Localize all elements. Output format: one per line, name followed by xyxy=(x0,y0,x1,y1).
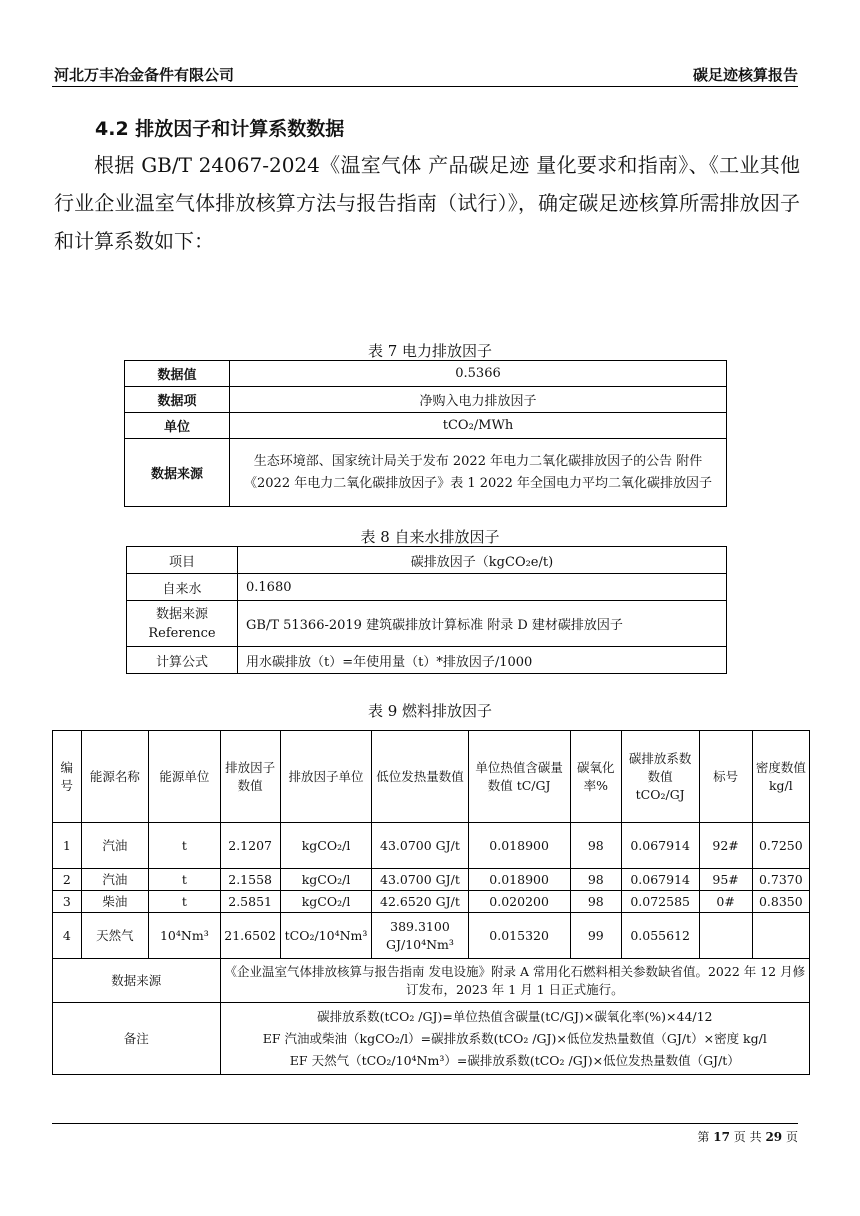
column-header: 密度数值 kg/l xyxy=(752,731,809,823)
table-cell: 2.1558 xyxy=(220,869,280,891)
footer-suffix: 页 xyxy=(785,1130,798,1144)
table-cell: 0.015320 xyxy=(468,913,570,959)
table-cell: 0.020200 xyxy=(468,891,570,913)
table-cell: 98 xyxy=(570,869,621,891)
table-cell: 92# xyxy=(699,823,752,869)
footer-middle: 页 共 xyxy=(733,1130,762,1144)
note-line: 碳排放系数(tCO₂ /GJ)=单位热值含碳量(tC/GJ)×碳氧化率(%)×44/12 xyxy=(317,1008,713,1024)
column-header: 排放因子数值 xyxy=(220,731,280,823)
table-cell: 0.018900 xyxy=(468,823,570,869)
table-key: 数据项 xyxy=(125,387,230,413)
table-cell: 42.6520 GJ/t xyxy=(372,891,468,913)
table-row xyxy=(53,913,810,959)
table-cell: 0# xyxy=(699,891,752,913)
table-row xyxy=(127,601,727,647)
table-cell: 天然气 xyxy=(81,913,148,959)
table-value: tCO₂/MWh xyxy=(230,413,727,439)
table-key xyxy=(127,601,238,647)
table-cell: 2 xyxy=(53,869,82,891)
table-cell xyxy=(699,913,752,959)
table-value: 0.5366 xyxy=(230,361,727,387)
column-header: 项目 xyxy=(127,547,238,574)
key-line: Reference xyxy=(148,625,216,641)
table-row xyxy=(125,439,727,507)
table8-caption: 表 8 自来水排放因子 xyxy=(360,528,500,546)
table-row xyxy=(53,869,810,891)
table-cell: 43.0700 GJ/t xyxy=(372,823,468,869)
column-header: 编号 xyxy=(53,731,82,823)
table-cell: kgCO₂/l xyxy=(280,869,372,891)
column-header: 低位发热量数值 xyxy=(372,731,468,823)
table-cell: 1 xyxy=(53,823,82,869)
table-cell: 98 xyxy=(570,891,621,913)
column-header: 碳氧化率% xyxy=(570,731,621,823)
table-value: 净购入电力排放因子 xyxy=(230,387,727,413)
table-cell: 3 xyxy=(53,891,82,913)
table7-caption: 表 7 电力排放因子 xyxy=(367,342,493,360)
table-cell: 99 xyxy=(570,913,621,959)
table-cell: t xyxy=(149,891,221,913)
header-divider xyxy=(52,86,798,87)
table-cell: 柴油 xyxy=(81,891,148,913)
column-header: 碳排放系数数值 tCO₂/GJ xyxy=(621,731,699,823)
table-cell: 0.055612 xyxy=(621,913,699,959)
table-row xyxy=(127,647,727,674)
table-cell: 21.6502 xyxy=(220,913,280,959)
table-cell: 0.067914 xyxy=(621,869,699,891)
table-value: 用水碳排放（t）=年使用量（t）*排放因子/1000 xyxy=(238,647,727,674)
table-cell: kgCO₂/l xyxy=(280,891,372,913)
note-line: EF 汽油或柴油（kgCO₂/l）=碳排放系数(tCO₂ /GJ)×低位发热量数值（GJ/t）×密度 kg/l xyxy=(262,1030,767,1046)
section-title: 4.2 排放因子和计算系数数据 xyxy=(95,118,345,140)
table-cell: 2.1207 xyxy=(220,823,280,869)
table-header-row xyxy=(53,731,810,823)
table-key: 自来水 xyxy=(127,574,238,601)
key-line: 数据来源 xyxy=(155,606,208,622)
table-row xyxy=(53,1003,810,1075)
table-cell: 0.072585 xyxy=(621,891,699,913)
page-number xyxy=(697,1128,798,1145)
current-page: 17 xyxy=(713,1130,730,1144)
table-cell xyxy=(752,913,809,959)
table-value: GB/T 51366-2019 建筑碳排放计算标准 附录 D 建材碳排放因子 xyxy=(238,601,727,647)
note-label: 备注 xyxy=(53,1003,221,1075)
table-cell: 汽油 xyxy=(81,823,148,869)
header-company: 河北万丰冶金备件有限公司 xyxy=(54,66,235,84)
table-cell: 10⁴Nm³ xyxy=(149,913,221,959)
note-text xyxy=(220,1003,809,1075)
section-paragraph: 根据 GB/T 24067-2024《温室气体 产品碳足迹 量化要求和指南》、《工业其他行业企业温室气体排放核算方法与报告指南（试行）》，确定碳足迹核算所需排放因子和计算系数如下： xyxy=(54,153,800,253)
water-factor-table xyxy=(126,546,727,674)
table-key: 计算公式 xyxy=(127,647,238,674)
table-header-row xyxy=(127,547,727,574)
source-text: 《企业温室气体排放核算与报告指南 发电设施》附录 A 常用化石燃料相关参数缺省值。2022 年 12 月修订发布，2023 年 1 月 1 日正式施行。 xyxy=(220,959,809,1003)
table-row xyxy=(53,891,810,913)
total-pages: 29 xyxy=(765,1130,783,1144)
footer-prefix: 第 xyxy=(697,1130,710,1144)
table-cell: 95# xyxy=(699,869,752,891)
note-line: EF 天然气（tCO₂/10⁴Nm³）=碳排放系数(tCO₂ /GJ)×低位发热量数值（GJ/t） xyxy=(289,1052,740,1068)
table-cell: 0.7250 xyxy=(752,823,809,869)
table-row xyxy=(53,959,810,1003)
fuel-factor-table xyxy=(52,730,810,1075)
table-key: 数据值 xyxy=(125,361,230,387)
electricity-factor-table xyxy=(124,360,727,507)
table-row xyxy=(127,574,727,601)
table-cell: t xyxy=(149,869,221,891)
table-cell: 0.7370 xyxy=(752,869,809,891)
table-cell: 43.0700 GJ/t xyxy=(372,869,468,891)
column-header: 单位热值含碳量数值 tC/GJ xyxy=(468,731,570,823)
table-cell: 4 xyxy=(53,913,82,959)
table-key: 数据来源 xyxy=(125,439,230,507)
header-report-title: 碳足迹核算报告 xyxy=(692,66,798,84)
column-header: 能源单位 xyxy=(149,731,221,823)
table-row xyxy=(53,823,810,869)
table-cell: kgCO₂/l xyxy=(280,823,372,869)
column-header: 标号 xyxy=(699,731,752,823)
column-header: 排放因子单位 xyxy=(280,731,372,823)
table-cell: 0.8350 xyxy=(752,891,809,913)
column-header: 碳排放因子（kgCO₂e/t) xyxy=(238,547,727,574)
table-cell: 0.018900 xyxy=(468,869,570,891)
table-row xyxy=(125,413,727,439)
table9-caption: 表 9 燃料排放因子 xyxy=(367,702,493,720)
table-cell: 98 xyxy=(570,823,621,869)
table-cell: 2.5851 xyxy=(220,891,280,913)
table-cell: 0.067914 xyxy=(621,823,699,869)
source-label: 数据来源 xyxy=(53,959,221,1003)
table-cell: 汽油 xyxy=(81,869,148,891)
column-header: 能源名称 xyxy=(81,731,148,823)
table-row xyxy=(125,361,727,387)
table-cell: t xyxy=(149,823,221,869)
table-value: 生态环境部、国家统计局关于发布 2022 年电力二氧化碳排放因子的公告 附件《2022 年电力二氧化碳排放因子》表 1 2022 年全国电力平均二氧化碳排放因子 xyxy=(230,439,727,507)
table-cell: 389.3100 GJ/10⁴Nm³ xyxy=(372,913,468,959)
footer-divider xyxy=(52,1123,798,1124)
table-value: 0.1680 xyxy=(238,574,727,601)
table-row xyxy=(125,387,727,413)
table-key: 单位 xyxy=(125,413,230,439)
table-cell: tCO₂/10⁴Nm³ xyxy=(280,913,372,959)
